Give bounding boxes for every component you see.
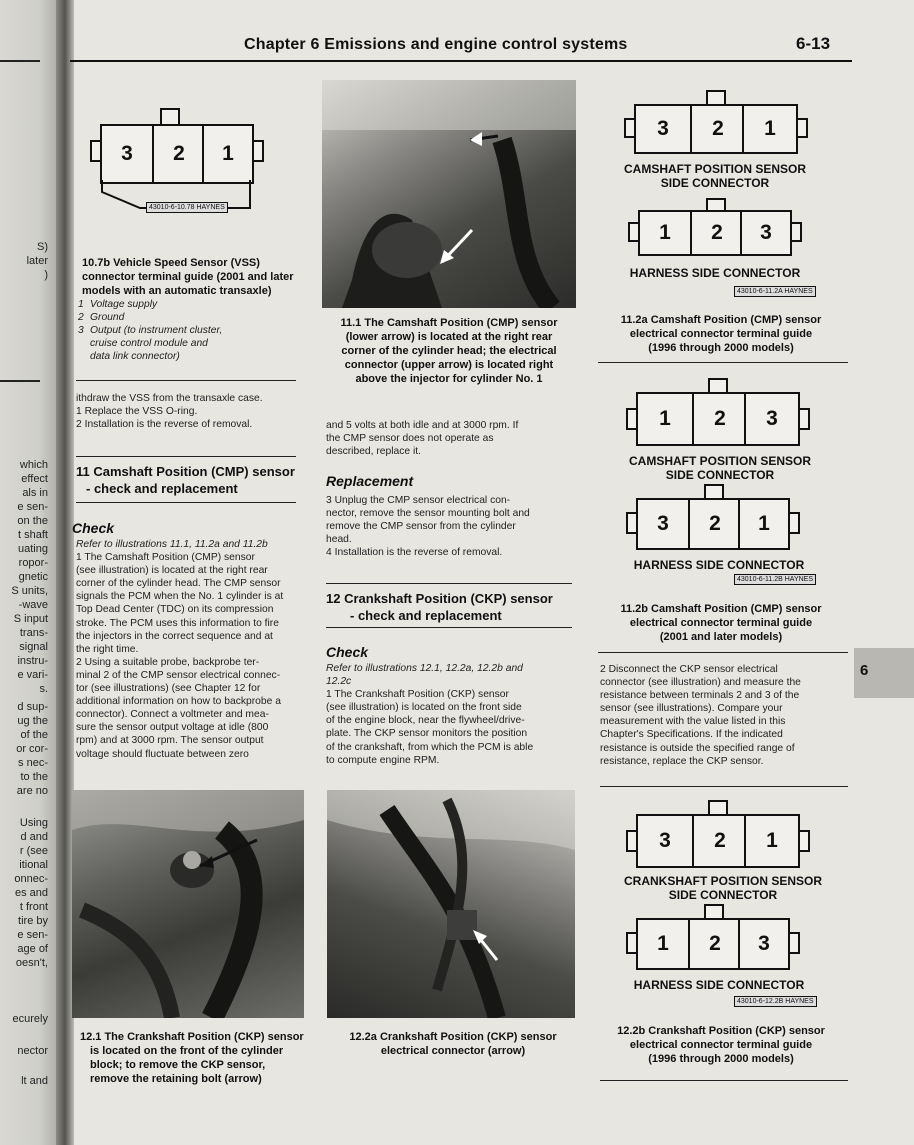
- divider: [326, 583, 572, 584]
- gutter-fragment: t shaft: [18, 529, 48, 541]
- gutter-fragment: effect: [21, 473, 48, 485]
- text-line: 1 The Camshaft Position (CMP) sensor: [76, 552, 255, 564]
- caption-line: (2001 and later models): [659, 631, 783, 643]
- list-item: cruise control module and: [90, 338, 208, 349]
- connector-pin: 2: [690, 106, 744, 152]
- text-line: sensor (see illustrations). Compare your: [600, 703, 783, 715]
- connector-pin: 2: [688, 920, 740, 968]
- section-12-title: [326, 590, 576, 624]
- header-rule: [70, 60, 852, 62]
- caption-line: 12.2a Crankshaft Position (CKP) sensor: [349, 1031, 557, 1043]
- gutter-fragment: which: [19, 459, 48, 471]
- text-line: connector (see illustration) and measure the: [600, 677, 801, 689]
- divider: [598, 652, 848, 653]
- text-line: (see illustration) is located at the right rear: [76, 565, 268, 577]
- divider: [598, 362, 848, 363]
- cmp-check-continued: [326, 419, 574, 458]
- connector-ear: [626, 830, 638, 852]
- gutter-fragment: es and: [14, 887, 48, 899]
- cmp-replacement-text: [326, 494, 574, 559]
- section-title-line: - check and replacement: [350, 608, 502, 623]
- connector-ear: [252, 140, 264, 162]
- text-line: to compute engine RPM.: [326, 754, 440, 766]
- connector-pin: 1: [742, 106, 796, 152]
- ckp-sensor-connector-2b: [622, 800, 812, 872]
- gutter-fragment: ecurely: [12, 1013, 48, 1025]
- gutter-fragment: onnec-: [14, 873, 48, 885]
- cmp-harness-connector-2a: [624, 198, 804, 258]
- caption-line: electrical connector terminal guide: [629, 617, 813, 629]
- gutter-fragment: Using: [19, 817, 48, 829]
- cmp-sensor-connector-2a: [620, 90, 810, 160]
- gutter-fragment: e sen-: [17, 501, 48, 513]
- connector-ear: [788, 512, 800, 534]
- cmp-harness-connector-2b: [622, 484, 802, 554]
- text-line: remove the CMP sensor from the cylinder: [326, 521, 516, 533]
- figure-caption-11-2b: [596, 602, 846, 644]
- text-line: (see illustration) is located on the front side: [326, 702, 522, 714]
- photo-cmp-sensor-location: [322, 80, 576, 308]
- sensor-side-label: [600, 454, 840, 482]
- caption-line: 10.7b Vehicle Speed Sensor (VSS): [82, 257, 260, 269]
- caption-line: above the injector for cylinder No. 1: [355, 373, 543, 385]
- connector-pin: 2: [152, 126, 204, 182]
- gutter-fragment: d sup-: [17, 701, 48, 713]
- harness-side-label: HARNESS SIDE CONNECTOR: [633, 558, 805, 572]
- gutter-fragment: gnetic: [18, 571, 48, 583]
- connector-ear: [798, 408, 810, 430]
- caption-line: (1996 through 2000 models): [648, 1053, 794, 1065]
- text-line: 4 Installation is the reverse of removal.: [326, 547, 503, 559]
- text-line: of the crankshaft, from which the PCM is able: [326, 741, 534, 753]
- label-line: CAMSHAFT POSITION SENSOR: [628, 454, 811, 468]
- caption-line: 11.2b Camshaft Position (CMP) sensor: [620, 603, 822, 615]
- label-line: SIDE CONNECTOR: [665, 468, 775, 482]
- text-line: Chapter's Specifications. If the indicated: [600, 729, 783, 741]
- connector-ear: [626, 512, 638, 534]
- connector-body: [634, 104, 798, 154]
- section-title-line: 11 Camshaft Position (CMP) sensor: [76, 464, 295, 479]
- gutter-fragment: itional: [19, 859, 48, 871]
- text-line: voltage should fluctuate between zero: [76, 748, 249, 760]
- list-item: data link connector): [90, 351, 180, 362]
- list-item: 1 Voltage supply: [78, 299, 158, 310]
- photo-ckp-sensor-art: [72, 790, 304, 1018]
- label-line: SIDE CONNECTOR: [660, 176, 770, 190]
- gutter-fragment: instru-: [17, 655, 48, 667]
- text-line: connector). Connect a voltmeter and mea-: [76, 709, 269, 721]
- gutter-fragment: tire by: [18, 915, 48, 927]
- divider: [76, 502, 296, 503]
- text-line: corner of the cylinder head. The CMP sensor: [76, 578, 281, 590]
- caption-line: electrical connector terminal guide: [629, 328, 813, 340]
- gutter-fragment: e sen-: [17, 929, 48, 941]
- text-line: tor (see illustrations) (see Chapter 12 for: [76, 683, 261, 695]
- photo-ckp-sensor-location: [72, 790, 304, 1018]
- sensor-side-label: [600, 162, 830, 190]
- list-item: 2 Ground: [78, 312, 125, 323]
- connector-ear: [796, 118, 808, 138]
- connector-pin: 3: [659, 829, 671, 852]
- gutter-fragment: ): [44, 269, 48, 281]
- divider: [76, 380, 296, 381]
- text-line: described, replace it.: [326, 446, 422, 458]
- text-line: 1 The Crankshaft Position (CKP) sensor: [326, 689, 509, 701]
- gutter-fragment: trans-: [19, 627, 48, 639]
- gutter-fragment: d and: [20, 831, 48, 843]
- connector-ear: [798, 830, 810, 852]
- gutter-fragment: s nec-: [18, 757, 48, 769]
- gutter-fragment: uating: [18, 543, 48, 555]
- figure-code: 43010-6-11.2B HAYNES: [734, 574, 816, 585]
- caption-line: 11.1 The Camshaft Position (CMP) sensor: [340, 317, 558, 329]
- ckp-check-text: [326, 662, 576, 767]
- figure-caption-11-2a: [596, 313, 846, 355]
- connector-ear: [624, 118, 636, 138]
- chapter-tab-number: 6: [860, 662, 869, 679]
- text-line: of the engine block, near the flywheel/drive-: [326, 715, 525, 727]
- caption-line: 12.1 The Crankshaft Position (CKP) sensor: [80, 1031, 304, 1043]
- text-line: 2 Using a suitable probe, backprobe ter-: [76, 656, 260, 668]
- text-line: measurement with the value listed in this: [600, 716, 786, 728]
- caption-line: corner of the cylinder head; the electrical: [341, 345, 557, 357]
- text-line: 2 Disconnect the CKP sensor electrical: [600, 664, 778, 675]
- photo-ckp-connector: [327, 790, 575, 1018]
- gutter-fragment: nector: [17, 1045, 48, 1057]
- text-line: resistance between terminals 2 and 3 of the: [600, 690, 800, 702]
- gutter-fragment: ropor-: [18, 557, 48, 569]
- check-heading: Check: [72, 520, 115, 536]
- gutter-fragment: or cor-: [16, 743, 48, 755]
- text-line: the right time.: [76, 643, 139, 655]
- text-line: the CMP sensor does not operate as: [326, 433, 494, 445]
- text-line: resistance is outside the specified range of: [600, 742, 795, 754]
- section-title-line: - check and replacement: [86, 481, 238, 496]
- text-line: 2 Installation is the reverse of removal.: [76, 419, 253, 431]
- figure-caption-12-2a: [324, 1030, 582, 1058]
- check-heading: Check: [326, 644, 369, 660]
- sensor-side-label: [600, 874, 846, 902]
- connector-ear: [790, 222, 802, 242]
- text-line: resistance, replace the CKP sensor.: [600, 755, 764, 767]
- gutter-fragment: later: [26, 255, 48, 267]
- caption-line: connector terminal guide (2001 and later: [82, 271, 294, 283]
- text-line: 3 Unplug the CMP sensor electrical con-: [326, 495, 511, 506]
- gutter-rule: [0, 60, 40, 62]
- gutter-rule: [0, 380, 40, 382]
- gutter-fragment: signal: [19, 641, 48, 653]
- text-line: additional information on how to backprobe a: [76, 696, 281, 708]
- cmp-sensor-connector-2b: [622, 378, 812, 450]
- gutter-fragment: oesn't,: [15, 957, 48, 969]
- gutter-fragment: S input: [13, 613, 48, 625]
- harness-side-label: HARNESS SIDE CONNECTOR: [633, 978, 805, 992]
- caption-line: block; to remove the CKP sensor,: [90, 1059, 266, 1071]
- divider: [600, 786, 848, 787]
- connector-ear: [626, 408, 638, 430]
- connector-pin: 2: [692, 816, 746, 866]
- figure-caption-12-1: [80, 1030, 312, 1086]
- section-11-title: [76, 463, 298, 497]
- text-line: 12.2c: [326, 676, 352, 688]
- connector-pin: 3: [657, 512, 669, 535]
- caption-line: 11.2a Camshaft Position (CMP) sensor: [620, 314, 822, 326]
- gutter-fragment: to the: [20, 771, 48, 783]
- text-line: stroke. The PCM uses this information to fire: [76, 617, 279, 629]
- figure-caption-11-1: [318, 316, 580, 386]
- gutter-fragment: s.: [39, 683, 48, 695]
- connector-ear: [90, 140, 102, 162]
- gutter-fragment: -wave: [18, 599, 48, 611]
- vss-removal-text: [76, 392, 298, 431]
- list-item: 3 Output (to instrument cluster,: [78, 325, 223, 336]
- caption-line: connector (upper arrow) is located right: [344, 359, 554, 371]
- photo-ckp-connector-art: [327, 790, 575, 1018]
- page-number: 6-13: [796, 34, 831, 53]
- connector-ear: [788, 932, 800, 954]
- caption-line: electrical connector (arrow): [380, 1045, 526, 1057]
- connector-pin: 2: [692, 394, 746, 444]
- ckp-harness-connector-2b: [622, 904, 802, 974]
- caption-line: is located on the front of the cylinder: [90, 1045, 284, 1057]
- photo-cmp-sensor-art: [322, 80, 576, 308]
- ckp-resistance-text: [600, 663, 850, 768]
- label-line: CRANKSHAFT POSITION SENSOR: [623, 874, 822, 888]
- text-line: plate. The CKP sensor monitors the position: [326, 728, 528, 740]
- section-title-line: 12 Crankshaft Position (CKP) sensor: [326, 591, 553, 606]
- connector-body: [100, 124, 254, 184]
- caption-line: models with an automatic transaxle): [82, 285, 272, 297]
- divider: [326, 627, 572, 628]
- gutter-fragment: age of: [17, 943, 48, 955]
- text-line: and 5 volts at both idle and at 3000 rpm. If: [326, 420, 519, 431]
- replacement-heading: Replacement: [326, 473, 414, 489]
- connector-pin: 2: [690, 212, 742, 254]
- gutter-fragment: ug the: [17, 715, 48, 727]
- connector-pin: 1: [657, 932, 669, 955]
- figure-code: 43010-6-10.78 HAYNES: [146, 202, 228, 213]
- caption-line: electrical connector terminal guide: [629, 1039, 813, 1051]
- connector-pin: 3: [657, 117, 669, 140]
- connector-ear: [626, 932, 638, 954]
- figure-caption-12-2b: [596, 1024, 846, 1066]
- connector-pin: 1: [659, 221, 671, 244]
- label-line: SIDE CONNECTOR: [668, 888, 778, 902]
- connector-pin: 3: [738, 920, 788, 968]
- text-line: Refer to illustrations 12.1, 12.2a, 12.2b and: [326, 663, 523, 674]
- gutter-fragment: S units,: [11, 585, 48, 597]
- text-line: rpm) and at 3000 rpm. The sensor output: [76, 735, 264, 747]
- text-line: ithdraw the VSS from the transaxle case.: [76, 393, 263, 404]
- connector-pin: 3: [744, 394, 798, 444]
- gutter-fragment: on the: [17, 515, 48, 527]
- connector-body: [636, 498, 790, 550]
- cmp-check-text: [76, 538, 300, 761]
- connector-pin: 1: [659, 407, 671, 430]
- connector-body: [636, 814, 800, 868]
- figure-code: 43010-6-11.2A HAYNES: [734, 286, 816, 297]
- text-line: nector, remove the sensor mounting bolt and: [326, 508, 530, 520]
- vss-terminal-list: [78, 298, 288, 363]
- connector-pin: 3: [740, 212, 790, 254]
- connector-pin: 1: [744, 816, 798, 866]
- figure-code: 43010-6-12.2B HAYNES: [734, 996, 817, 1007]
- connector-body: [636, 392, 800, 446]
- gutter-fragment: r (see: [19, 845, 48, 857]
- text-line: sure the sensor output voltage at idle (800: [76, 722, 269, 734]
- caption-line: (1996 through 2000 models): [648, 342, 794, 354]
- gutter-fragment: of the: [20, 729, 48, 741]
- connector-pin: 3: [121, 142, 133, 165]
- chapter-title: Chapter 6 Emissions and engine control systems: [244, 36, 628, 53]
- caption-line: remove the retaining bolt (arrow): [90, 1073, 262, 1085]
- text-line: signals the PCM when the No. 1 cylinder is at: [76, 591, 284, 603]
- connector-pin: 1: [738, 500, 788, 548]
- connector-body: [636, 918, 790, 970]
- gutter-fragment: als in: [22, 487, 48, 499]
- text-line: the injectors in the correct sequence and at: [76, 630, 273, 642]
- connector-body: [638, 210, 792, 256]
- text-line: head.: [326, 534, 352, 546]
- gutter-fragment: t front: [19, 901, 48, 913]
- text-line: minal 2 of the CMP sensor electrical connec-: [76, 669, 281, 681]
- divider: [76, 456, 296, 457]
- connector-pin: 2: [688, 500, 740, 548]
- figure-caption-10-7b: [82, 256, 302, 298]
- gutter-fragment: lt and: [21, 1075, 48, 1087]
- gutter-fragment: S): [37, 241, 48, 253]
- label-line: CAMSHAFT POSITION SENSOR: [623, 162, 806, 176]
- connector-ear: [628, 222, 640, 242]
- gutter-fragment: e vari-: [17, 669, 48, 681]
- chapter-thumb-tab: [854, 648, 914, 698]
- text-line: 1 Replace the VSS O-ring.: [76, 406, 198, 418]
- text-line: Refer to illustrations 11.1, 11.2a and 11.2b: [76, 539, 268, 550]
- divider: [600, 1080, 848, 1081]
- caption-line: (lower arrow) is located at the right rear: [345, 331, 553, 343]
- connector-pin: 1: [202, 126, 252, 182]
- harness-side-label: HARNESS SIDE CONNECTOR: [629, 266, 801, 280]
- text-line: Top Dead Center (TDC) on its compression: [76, 604, 274, 616]
- gutter-fragment: are no: [16, 785, 48, 797]
- caption-line: 12.2b Crankshaft Position (CKP) sensor: [617, 1025, 825, 1037]
